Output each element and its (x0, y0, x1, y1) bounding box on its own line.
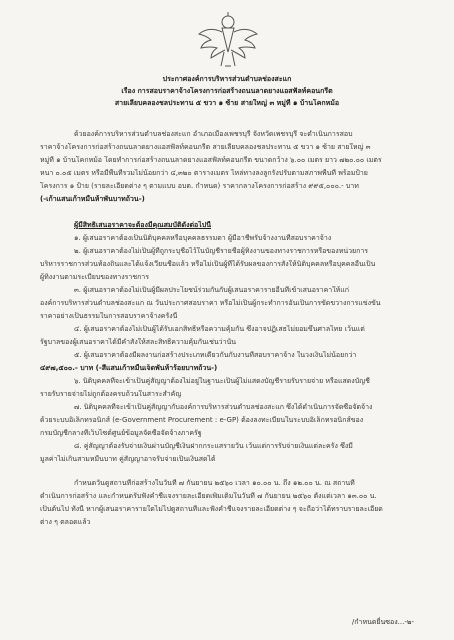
qualification-item: องค์การบริหารส่วนตำบลช่องสะแก ณ วันประกาศสอบราคา หรือไม่เป็นผู้กระทำการอันเป็นการขัดขวางการแข่งขัน (40, 299, 381, 307)
notice-title: ประกาศองค์การบริหารส่วนตำบลช่องสะแก (162, 75, 292, 83)
qualification-item: มูลค่าไม่เกินสามหมื่นบาท คู่สัญญาอาจรับจ่ายเป็นเงินสดได้ (40, 455, 216, 463)
qualification-item: ๖. นิติบุคคลที่จะเข้าเป็นคู่สัญญาต้องไม่อยู่ในฐานะเป็นผู้ไม่แสดงบัญชีรายรับรายจ่าย หรือแสดงบัญชี (74, 377, 370, 385)
paragraph-1-line: ด้วยองค์การบริหารส่วนตำบลช่องสะแก อำเภอเมืองเพชรบุรี จังหวัดเพชรบุรี จะดำเนินการสอบ (74, 130, 353, 138)
paragraph-1-line: (-เก้าแสนเก้าหมื่นห้าพันบาทถ้วน-) (40, 195, 145, 203)
qualification-item: ผู้ทิ้งงานตามระเบียบของทางราชการ (40, 273, 149, 281)
paragraph-2-line: กำหนดวันดูสถานที่ก่อสร้างในวันที่ ๗ กันยายน ๒๕๖๐ เวลา ๑๐.๐๐ น. ถึง ๑๒.๐๐ น. ณ สถานที่ (74, 479, 355, 487)
paragraph-1-line: โครงการ ๑ ป้าย (รายละเอียดต่าง ๆ ตามแบบ อบต. กำหนด) ราคากลางโครงการก่อสร้าง ๙๙๕,๐๐๐.- บาท (40, 182, 359, 190)
qualification-item: กรมบัญชีกลางที่เว็บไซต์ศูนย์ข้อมูลจัดซื้อจัดจ้างภาครัฐ (40, 429, 202, 437)
qualification-item: บริหารราชการส่วนท้องถิ่นและได้แจ้งเวียนชื่อแล้ว หรือไม่เป็นผู้ที่ได้รับผลของการสั่งให้นิติบุคคลหรือบุคคลอื่นเป็น (40, 260, 376, 268)
continuation-note: /กำหนดยื่นซอง...-๒- (351, 618, 414, 626)
qualification-item: ๕. ผู้เสนอราคาต้องมีผลงานก่อสร้างประเภทเดียวกันกับงานที่สอบราคาจ้าง ในวงเงินไม่น้อยกว่า (74, 351, 357, 359)
qualification-item: รายรับรายจ่ายไม่ถูกต้องครบถ้วนในสาระสำคัญ (40, 390, 182, 398)
qualification-item: ๓. ผู้เสนอราคาต้องไม่เป็นผู้มีผลประโยชน์ร่วมกันกับผู้เสนอราคารายอื่นที่เข้าเสนอราคาให้แก่ (74, 286, 349, 294)
qualifications-heading: ผู้มีสิทธิเสนอราคาจะต้องมีคุณสมบัติดังต่อไปนี้ (74, 221, 211, 229)
notice-subject-cont: สายเลียบคลองชลประทาน ๕ ขวา ๑ ซ้าย สายใหญ่ ๓ หมู่ที่ ๑ บ้านโคกหม้อ (114, 99, 340, 107)
notice-subject: เรื่อง การสอบราคาจ้างโครงการก่อสร้างถนนลาดยางแอสฟัลท์คอนกรีต (121, 87, 333, 95)
qualification-item: ๘. คู่สัญญาต้องรับจ่ายเงินผ่านบัญชีเงินฝากกระแสรายวัน เว้นแต่การรับจ่ายเงินแต่ละครั้ง ซึ่งมี (74, 442, 353, 450)
paragraph-1-line: หมู่ที่ ๑ บ้านโคกหม้อ โดยทำการก่อสร้างถนนลาดยางแอสฟัลท์คอนกรีต ขนาดกว้าง ๖.๐๐ เมตร ยาว ๗๒๐.๐๐ เมตร (40, 156, 382, 164)
paragraph-2-line: ต่าง ๆ ตลอดแล้ว (40, 518, 91, 526)
qualification-item: ๔๙๗,๕๐๐.- บาท (-สี่แสนเก้าหมื่นเจ็ดพันห้าร้อยบาทถ้วน-) (40, 364, 218, 372)
garuda-emblem-icon (197, 12, 259, 70)
paragraph-1-line: ราคาจ้างโครงการก่อสร้างถนนลาดยางแอสฟัลท์คอนกรีต สายเลียบคลองชลประทาน ๕ ขวา ๑ ซ้าย สายใหญ่ ๓ (40, 143, 371, 151)
paragraph-2-line: ดำเนินการก่อสร้าง และกำหนดรับฟังคำชี้แจงรายละเอียดเพิ่มเติมในวันที่ ๗ กันยายน ๒๕๖๐ ตั้งแต่เวลา ๑๓.๐๐ น. (40, 492, 377, 500)
qualification-item: ๔. ผู้เสนอราคาต้องไม่เป็นผู้ได้รับเอกสิทธิ์หรือความคุ้มกัน ซึ่งอาจปฏิเสธไม่ยอมขึ้นศาลไทย เว้นแต่ (74, 325, 365, 333)
qualification-item: รัฐบาลของผู้เสนอราคาได้มีคำสั่งให้สละสิทธิ์ความคุ้มกันเช่นว่านั้น (40, 338, 237, 346)
paragraph-2-line: เป็นต้นไป ทั้งนี้ หากผู้เสนอราคารายใดไม่ไปดูสถานที่และฟังคำชี้แจงรายละเอียดต่าง ๆ จะถือว่าได้ทราบรายละเอียด (40, 505, 383, 513)
qualification-item: ๑. ผู้เสนอราคาต้องเป็นนิติบุคคลหรือบุคคลธรรมดา ผู้มีอาชีพรับจ้างงานที่สอบราคาจ้าง (74, 234, 332, 242)
qualification-item: ราคาอย่างเป็นธรรมในการสอบราคาจ้างครั้งนี้ (40, 312, 178, 320)
qualification-item: ๒. ผู้เสนอราคาต้องไม่เป็นผู้ที่ถูกระบุชื่อไว้ในบัญชีรายชื่อผู้ทิ้งงานของทางราชการหรือของหน่วยการ (74, 247, 369, 255)
qualification-item: ๗. นิติบุคคลที่จะเข้าเป็นคู่สัญญากับองค์การบริหารส่วนตำบลช่องสะแก ซึ่งได้ดำเนินการจัดซื้อจัดจ้าง (74, 403, 373, 411)
qualification-item: ด้วยระบบอิเล็กทรอนิกส์ (e-Government Procurement : e-GP) ต้องลงทะเบียนในระบบอิเล็กทรอนิกส์ของ (40, 416, 364, 424)
paragraph-1-line: หนา ๐.๐๕ เมตร หรือมีพื้นที่รวมไม่น้อยกว่า ๔,๓๒๐ ตารางเมตร ไหล่ทางลงลูกรังปรับตามสภาพพื้นที่ พร้อมป้าย (40, 169, 368, 177)
